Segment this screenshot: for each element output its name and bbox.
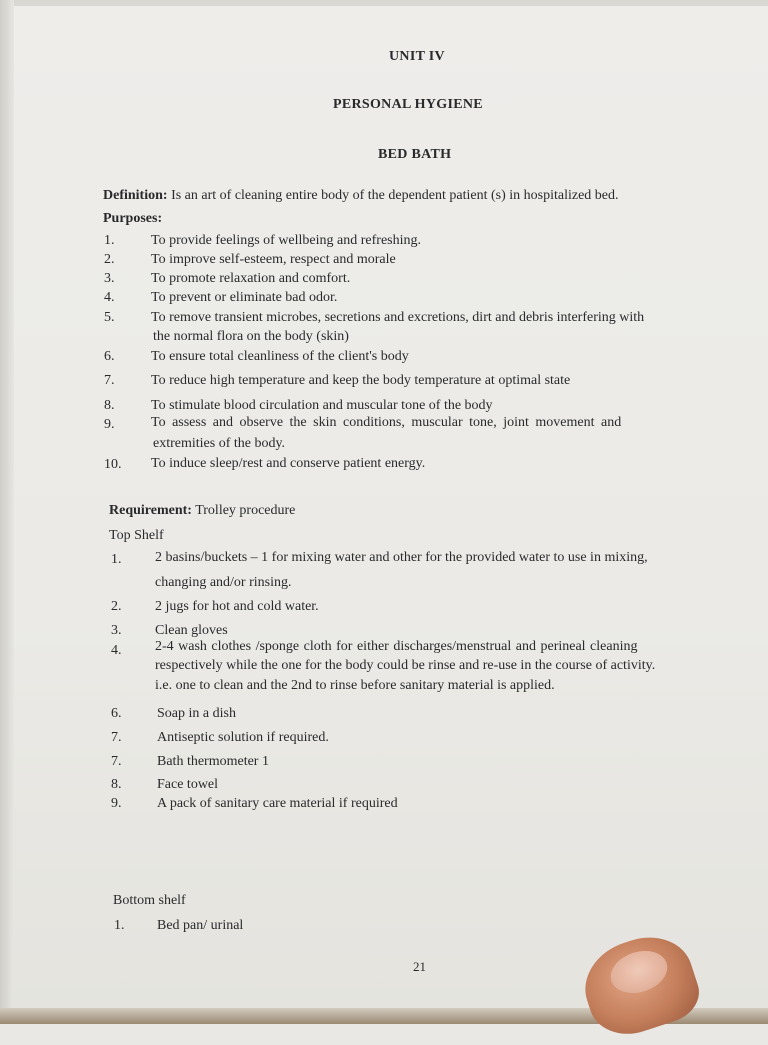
purpose-text-continued: extremities of the body. <box>153 436 286 451</box>
definition-paragraph <box>103 187 619 205</box>
requirement-text: Trolley procedure <box>195 503 296 518</box>
top-shelf-number: 9. <box>111 796 122 811</box>
purpose-number: 2. <box>104 252 115 267</box>
purpose-text: To provide feelings of wellbeing and refreshing. <box>151 233 421 248</box>
unit-heading: UNIT IV <box>389 49 445 64</box>
purpose-text: To remove transient microbes, secretions and excretions, dirt and debris interfering with <box>151 310 645 325</box>
definition-text: Is an art of cleaning entire body of the dependent patient (s) in hospitalized bed. <box>171 188 619 203</box>
section-heading: BED BATH <box>378 147 452 162</box>
top-shelf-number: 1. <box>111 552 122 567</box>
chapter-heading: PERSONAL HYGIENE <box>333 97 483 112</box>
bottom-shelf-text: Bed pan/ urinal <box>157 918 244 933</box>
page-binding-edge <box>0 0 14 1024</box>
top-shelf-text: 2-4 wash clothes /sponge cloth for either discharges/menstrual and perineal cleaning <box>155 639 638 654</box>
requirement-line <box>109 502 295 520</box>
purpose-number: 6. <box>104 349 115 364</box>
top-shelf-number: 7. <box>111 754 122 769</box>
bottom-shelf-label: Bottom shelf <box>113 893 186 908</box>
top-shelf-text-continued: i.e. one to clean and the 2nd to rinse before sanitary material is applied. <box>155 678 555 693</box>
top-shelf-text: Face towel <box>157 777 219 792</box>
purpose-text: To promote relaxation and comfort. <box>151 271 351 286</box>
top-shelf-number: 6. <box>111 706 122 721</box>
purpose-text: To assess and observe the skin conditions, muscular tone, joint movement and <box>151 415 622 430</box>
top-shelf-number: 8. <box>111 777 122 792</box>
top-shelf-number: 3. <box>111 623 122 638</box>
page-top-edge <box>0 0 768 6</box>
purpose-number: 5. <box>104 310 115 325</box>
purpose-number: 9. <box>104 417 115 432</box>
bottom-shelf-number: 1. <box>114 918 125 933</box>
requirement-label: Requirement: <box>109 503 192 518</box>
top-shelf-label: Top Shelf <box>109 528 164 543</box>
top-shelf-text: Antiseptic solution if required. <box>157 730 329 745</box>
top-shelf-text: 2 jugs for hot and cold water. <box>155 599 319 614</box>
top-shelf-number: 2. <box>111 599 122 614</box>
purpose-text: To prevent or eliminate bad odor. <box>151 290 338 305</box>
purpose-number: 1. <box>104 233 115 248</box>
top-shelf-text: Soap in a dish <box>157 706 236 721</box>
purpose-number: 4. <box>104 290 115 305</box>
top-shelf-number: 4. <box>111 643 122 658</box>
purpose-text: To reduce high temperature and keep the body temperature at optimal state <box>151 373 571 388</box>
page-number: 21 <box>413 959 426 974</box>
top-shelf-text-continued: changing and/or rinsing. <box>155 575 292 590</box>
top-shelf-text: Bath thermometer 1 <box>157 754 269 769</box>
top-shelf-text: A pack of sanitary care material if required <box>157 796 398 811</box>
purpose-text: To ensure total cleanliness of the client's body <box>151 349 409 364</box>
purpose-text: To improve self-esteem, respect and morale <box>151 252 396 267</box>
top-shelf-text-continued: respectively while the one for the body could be rinse and re-use in the course of activity. <box>155 658 656 673</box>
purpose-number: 10. <box>104 457 122 472</box>
purpose-number: 8. <box>104 398 115 413</box>
purpose-number: 3. <box>104 271 115 286</box>
definition-label: Definition: <box>103 188 168 203</box>
purpose-text-continued: the normal flora on the body (skin) <box>153 329 349 344</box>
purpose-number: 7. <box>104 373 115 388</box>
purpose-text: To induce sleep/rest and conserve patient energy. <box>151 456 426 471</box>
top-shelf-text: 2 basins/buckets – 1 for mixing water and other for the provided water to use in mixing, <box>155 550 648 565</box>
top-shelf-number: 7. <box>111 730 122 745</box>
top-shelf-text: Clean gloves <box>155 623 228 638</box>
purposes-label: Purposes: <box>103 211 163 226</box>
purpose-text: To stimulate blood circulation and muscular tone of the body <box>151 398 493 413</box>
